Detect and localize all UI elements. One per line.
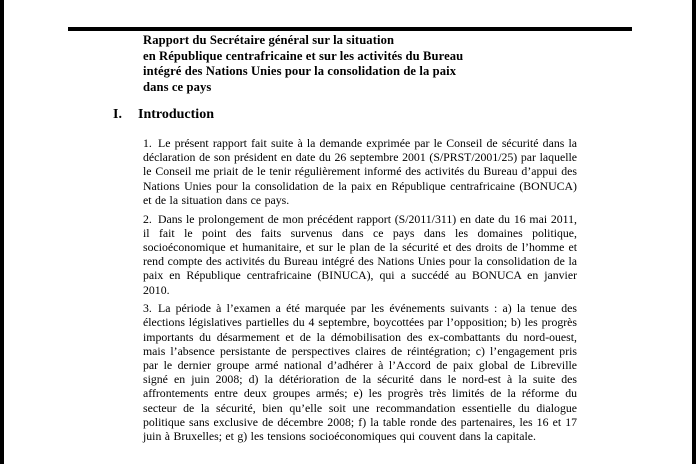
document-title-line: intégré des Nations Unies pour la consolidation de la paix	[143, 64, 457, 79]
paragraph-number: 2.	[143, 211, 152, 226]
section-numeral: I.	[113, 107, 122, 122]
paragraph-text: La période à l’examen a été marquée par les événements suivants : a) la tenue des élections législatives partielles du 4 septembre, boycottées par l’opposition; b) les progrès importants du désarmement et de la démobilisation des ex-combattants du nord-ouest, mais l’absence persistante de perspectives claires de réintégration; c) l’engagement pris par le dernier groupe armé national d’adhérer à l’Accord de paix global de Libreville signé en juin 2008; d) la détérioration de la sécurité dans le nord-est à la suite des affrontements entre deux groupes armés; e) les progrès très limités de la réforme du secteur de la sécurité, bien qu’elle soit une recommandation essentielle du dialogue politique sans exclusive de décembre 2008; f) la table ronde des partenaires, les 16 et 17 juin à Bruxelles; et g) les tensions socioéconomiques qui couvent dans la capitale.	[143, 301, 577, 444]
document-title-line: dans ce pays	[143, 79, 212, 94]
section-heading	[113, 106, 214, 123]
paragraph	[143, 212, 577, 297]
paragraph-text: Dans le prolongement de mon précédent rapport (S/2011/311) en date du 16 mai 2011, il fait le point des faits survenus dans ce pays dans les domaines politique, socioéconomique et humanitaire, et sur le plan de la sécurité et des droits de l’homme et rend compte des activités du Bureau intégré des Nations Unies pour la consolidation de la paix en République centrafricaine (BINUCA), qui a succédé au BONUCA en janvier 2010.	[143, 211, 577, 297]
document-title-line: en République centrafricaine et sur les activités du Bureau	[143, 48, 464, 63]
document-title	[143, 33, 603, 95]
paragraph-number: 1.	[143, 136, 152, 150]
section-heading-text: Introduction	[138, 107, 214, 122]
paragraph	[143, 301, 577, 443]
document-title-line: Rapport du Secrétaire général sur la situation	[143, 33, 395, 47]
page-border-left	[0, 0, 4, 464]
title-rule	[68, 27, 632, 31]
paragraph-number: 3.	[143, 301, 152, 316]
page-border-right	[692, 0, 696, 464]
paragraphs	[143, 136, 577, 448]
paragraph	[143, 136, 577, 207]
paragraph-text: Le présent rapport fait suite à la demande exprimée par le Conseil de sécurité dans la déclaration de son président en date du 26 septembre 2001 (S/PRST/2001/25) par laquelle le Conseil me priait de le tenir régulièrement informé des activités du Bureau d’appui des Nations Unies pour la consolidation de la paix en République centrafricaine (BONUCA) et de la situation dans ce pays.	[143, 136, 577, 207]
